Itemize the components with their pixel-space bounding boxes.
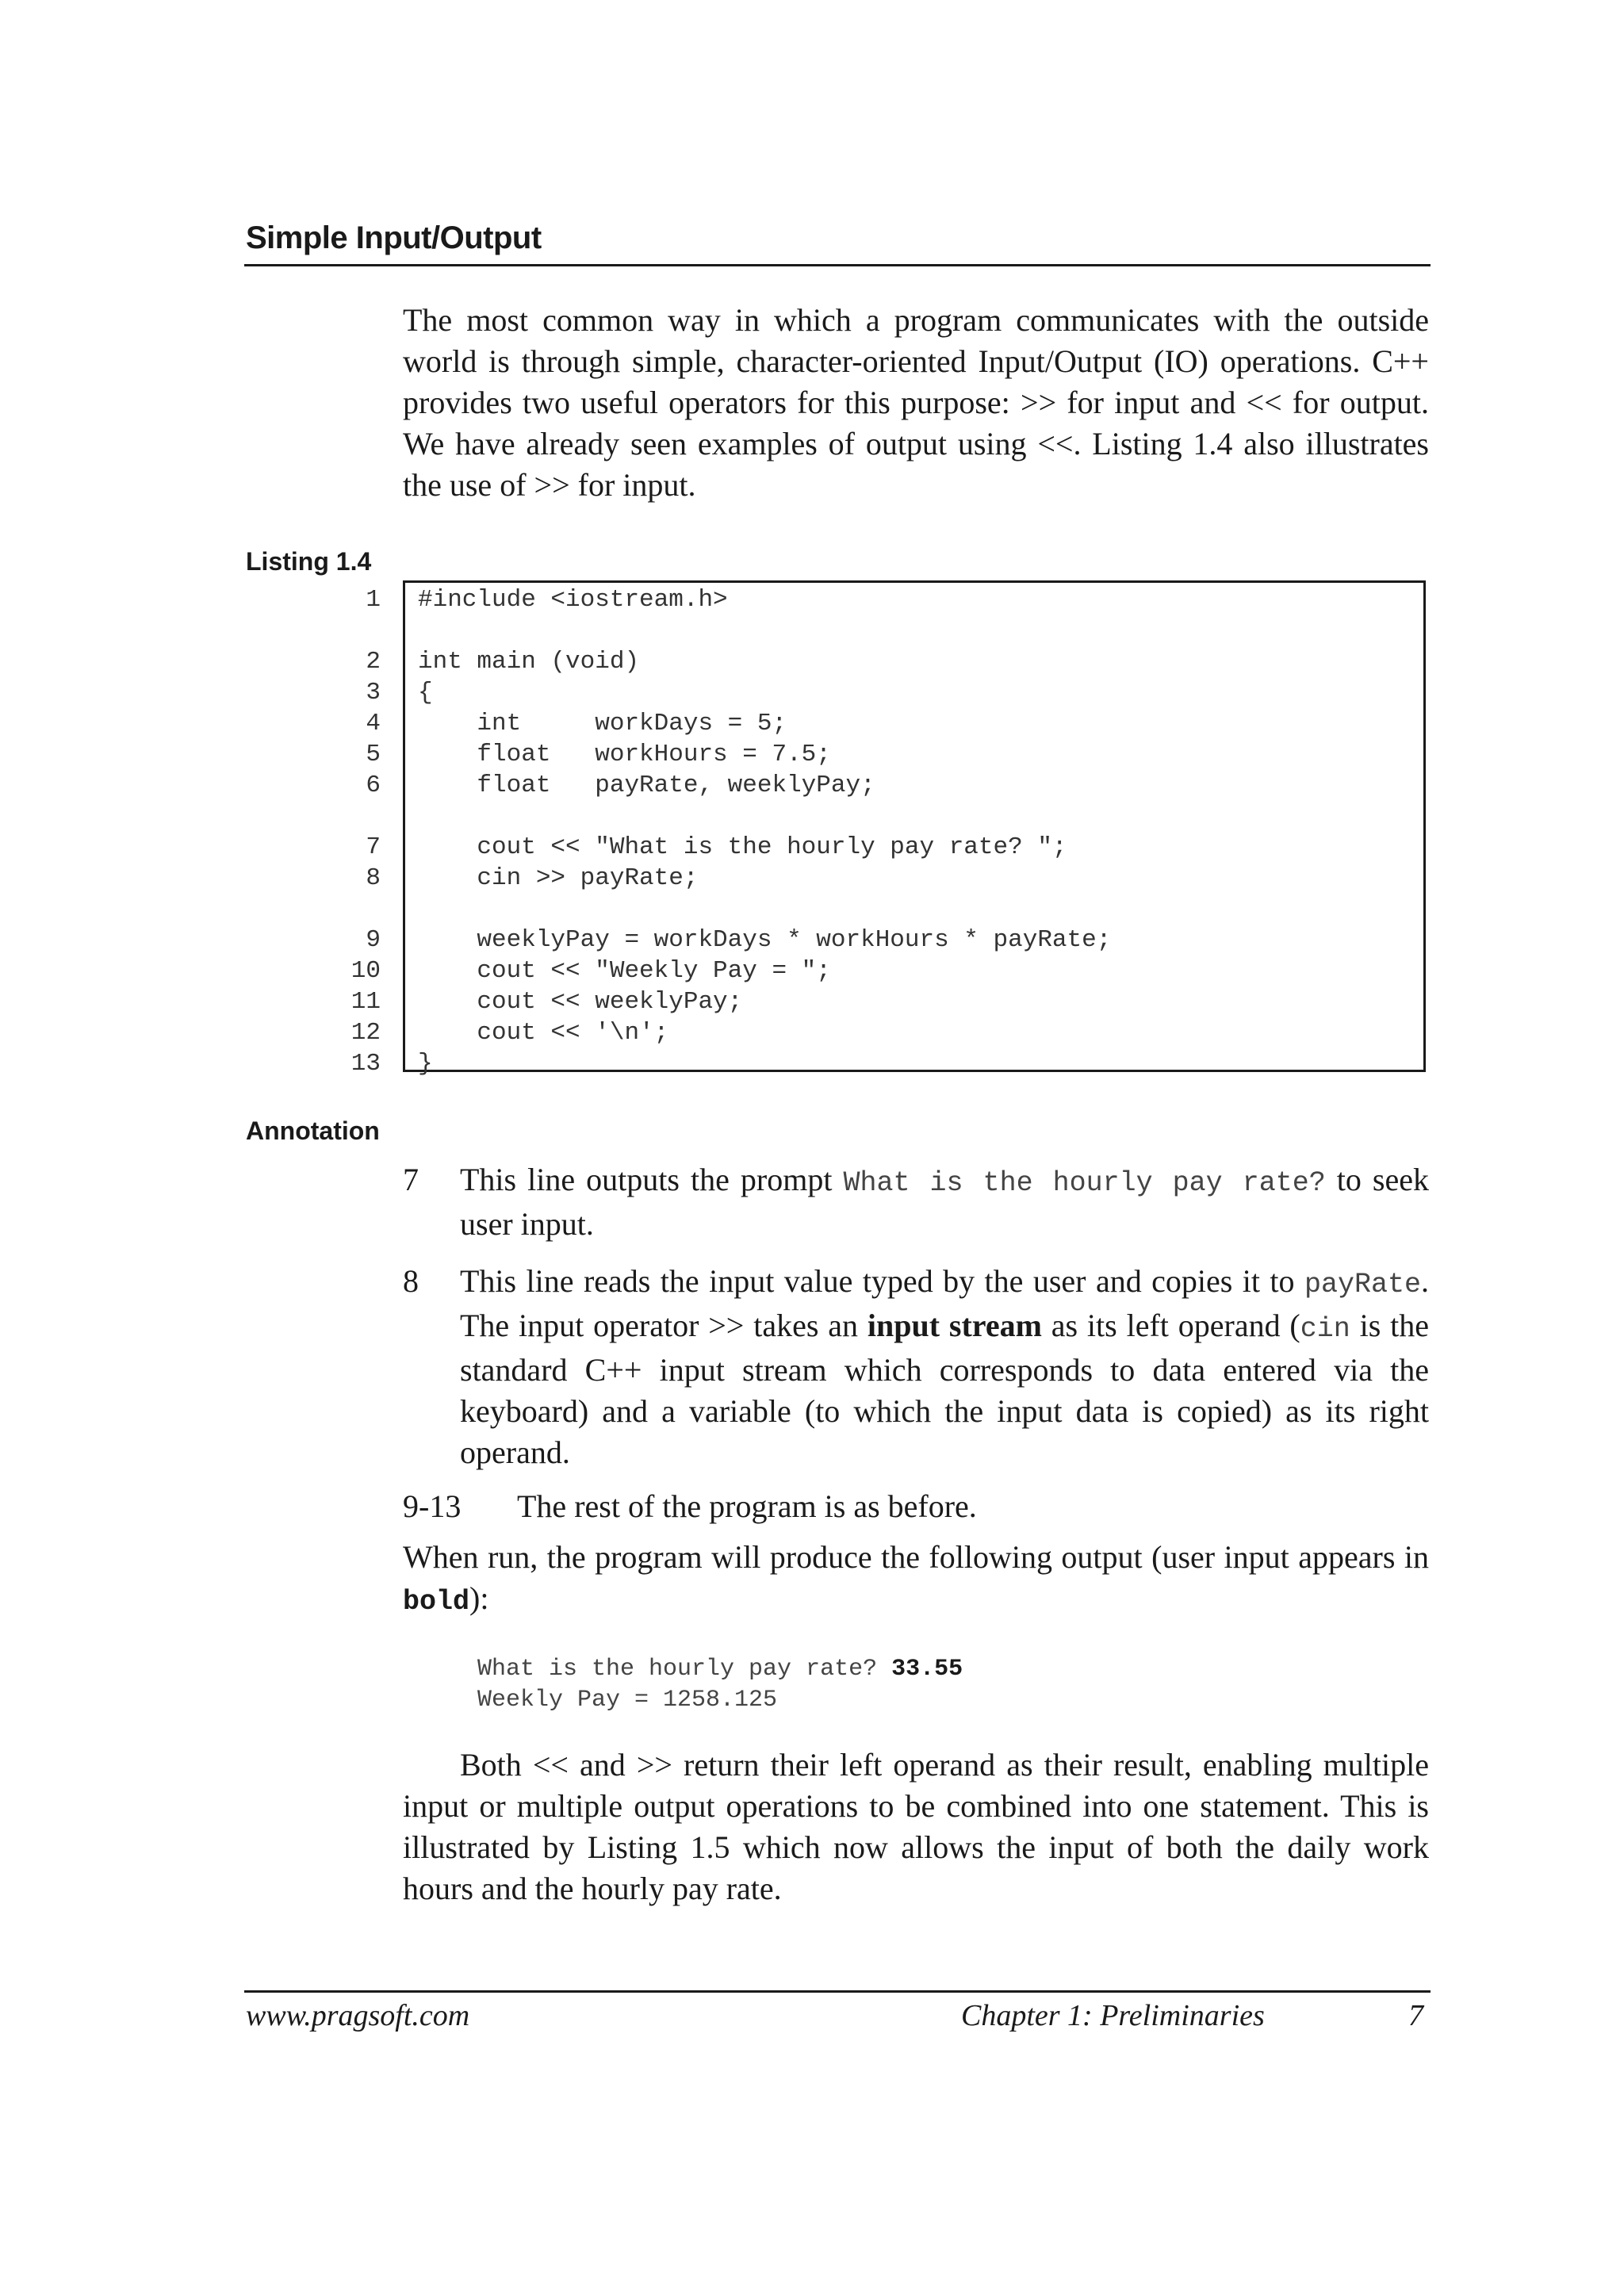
code-line-number: 6	[366, 772, 381, 799]
code-line-number: 9	[366, 926, 381, 954]
annotation-item-7	[460, 1159, 1429, 1245]
footer-rule	[244, 1990, 1431, 1993]
code-line-number: 13	[350, 1050, 381, 1078]
code-line: int main (void)	[418, 648, 640, 676]
code-line: cin >> payRate;	[418, 864, 699, 892]
inline-code: What is the hourly pay rate?	[843, 1167, 1326, 1199]
code-line: }	[418, 1050, 433, 1078]
footer-site: www.pragsoft.com	[246, 1999, 470, 2032]
code-line: cout << "What is the hourly pay rate? ";	[418, 833, 1067, 861]
annotation-text: to seek user input.	[460, 1162, 1429, 1242]
annotation-text: is the standard C++ input stream which corresponds to data entered via the keyboard) and a variable (to which the input data is copied) as its right operand.	[460, 1308, 1430, 1470]
listing-label: Listing 1.4	[246, 547, 372, 576]
output-prompt: What is the hourly pay rate?	[477, 1656, 892, 1683]
code-line: float workHours = 7.5;	[418, 741, 831, 768]
footer-page-number: 7	[1408, 1999, 1423, 2032]
annotation-number: 9-13	[403, 1488, 462, 1524]
code-line-number: 5	[366, 741, 381, 768]
bold-term: input stream	[867, 1308, 1042, 1343]
code-line-number: 10	[350, 957, 381, 985]
code-line: float payRate, weeklyPay;	[418, 772, 875, 799]
code-line: int workDays = 5;	[418, 710, 787, 737]
code-line-number: 11	[350, 988, 381, 1016]
code-line-number: 8	[366, 864, 381, 892]
code-line-number: 12	[350, 1019, 381, 1047]
code-line: cout << "Weekly Pay = ";	[418, 957, 831, 985]
annotation-number: 8	[403, 1263, 419, 1299]
run-note-text: When run, the program will produce the following output (user input appears in	[403, 1539, 1429, 1575]
code-line-number: 3	[366, 679, 381, 707]
code-line: {	[418, 679, 433, 707]
inline-code: payRate	[1304, 1269, 1421, 1300]
output-line-1	[477, 1654, 963, 1685]
annotation-text: . The input operator >> takes an	[460, 1263, 1429, 1343]
annotation-text: as its left operand (	[1041, 1308, 1300, 1343]
code-line-number: 2	[366, 648, 381, 676]
code-line-number: 4	[366, 710, 381, 737]
code-line: #include <iostream.h>	[418, 586, 728, 614]
code-line: cout << '\n';	[418, 1019, 669, 1047]
annotation-text: This line outputs the prompt	[460, 1162, 844, 1197]
section-title: Simple Input/Output	[246, 220, 542, 255]
annotation-item-8	[460, 1261, 1429, 1473]
run-note-text: ):	[469, 1580, 489, 1616]
annotation-number: 7	[403, 1162, 419, 1197]
annotation-item-9-13: The rest of the program is as before.	[517, 1488, 977, 1524]
run-note	[403, 1537, 1429, 1622]
title-rule	[244, 264, 1431, 266]
inline-code-bold: bold	[403, 1586, 470, 1618]
code-line-number: 7	[366, 833, 381, 861]
output-line-2: Weekly Pay = 1258.125	[477, 1687, 778, 1714]
annotation-label: Annotation	[246, 1116, 380, 1145]
code-line: weeklyPay = workDays * workHours * payRate;	[418, 926, 1112, 954]
inline-code: cin	[1300, 1313, 1350, 1345]
code-line-number: 1	[366, 586, 381, 614]
code-line: cout << weeklyPay;	[418, 988, 743, 1016]
annotation-text: This line reads the input value typed by the user and copies it to	[460, 1263, 1304, 1299]
intro-paragraph: The most common way in which a program communicates with the outside world is through simple, character-oriented Input/Output (IO) operations. C++ provides two useful operators for this purpose: >> for input and << for output. We have already seen examples of output using <<. Listing 1.4 also illustrates the use of >> for input.	[403, 302, 1429, 503]
footer-chapter: Chapter 1: Preliminaries	[961, 1999, 1265, 2032]
output-user-input: 33.55	[891, 1656, 963, 1683]
closing-paragraph: Both << and >> return their left operand as their result, enabling multiple input or multiple output operations to be combined into one statement. This is illustrated by Listing 1.5 which now allows the input of both the daily work hours and the hourly pay rate.	[403, 1747, 1429, 1906]
